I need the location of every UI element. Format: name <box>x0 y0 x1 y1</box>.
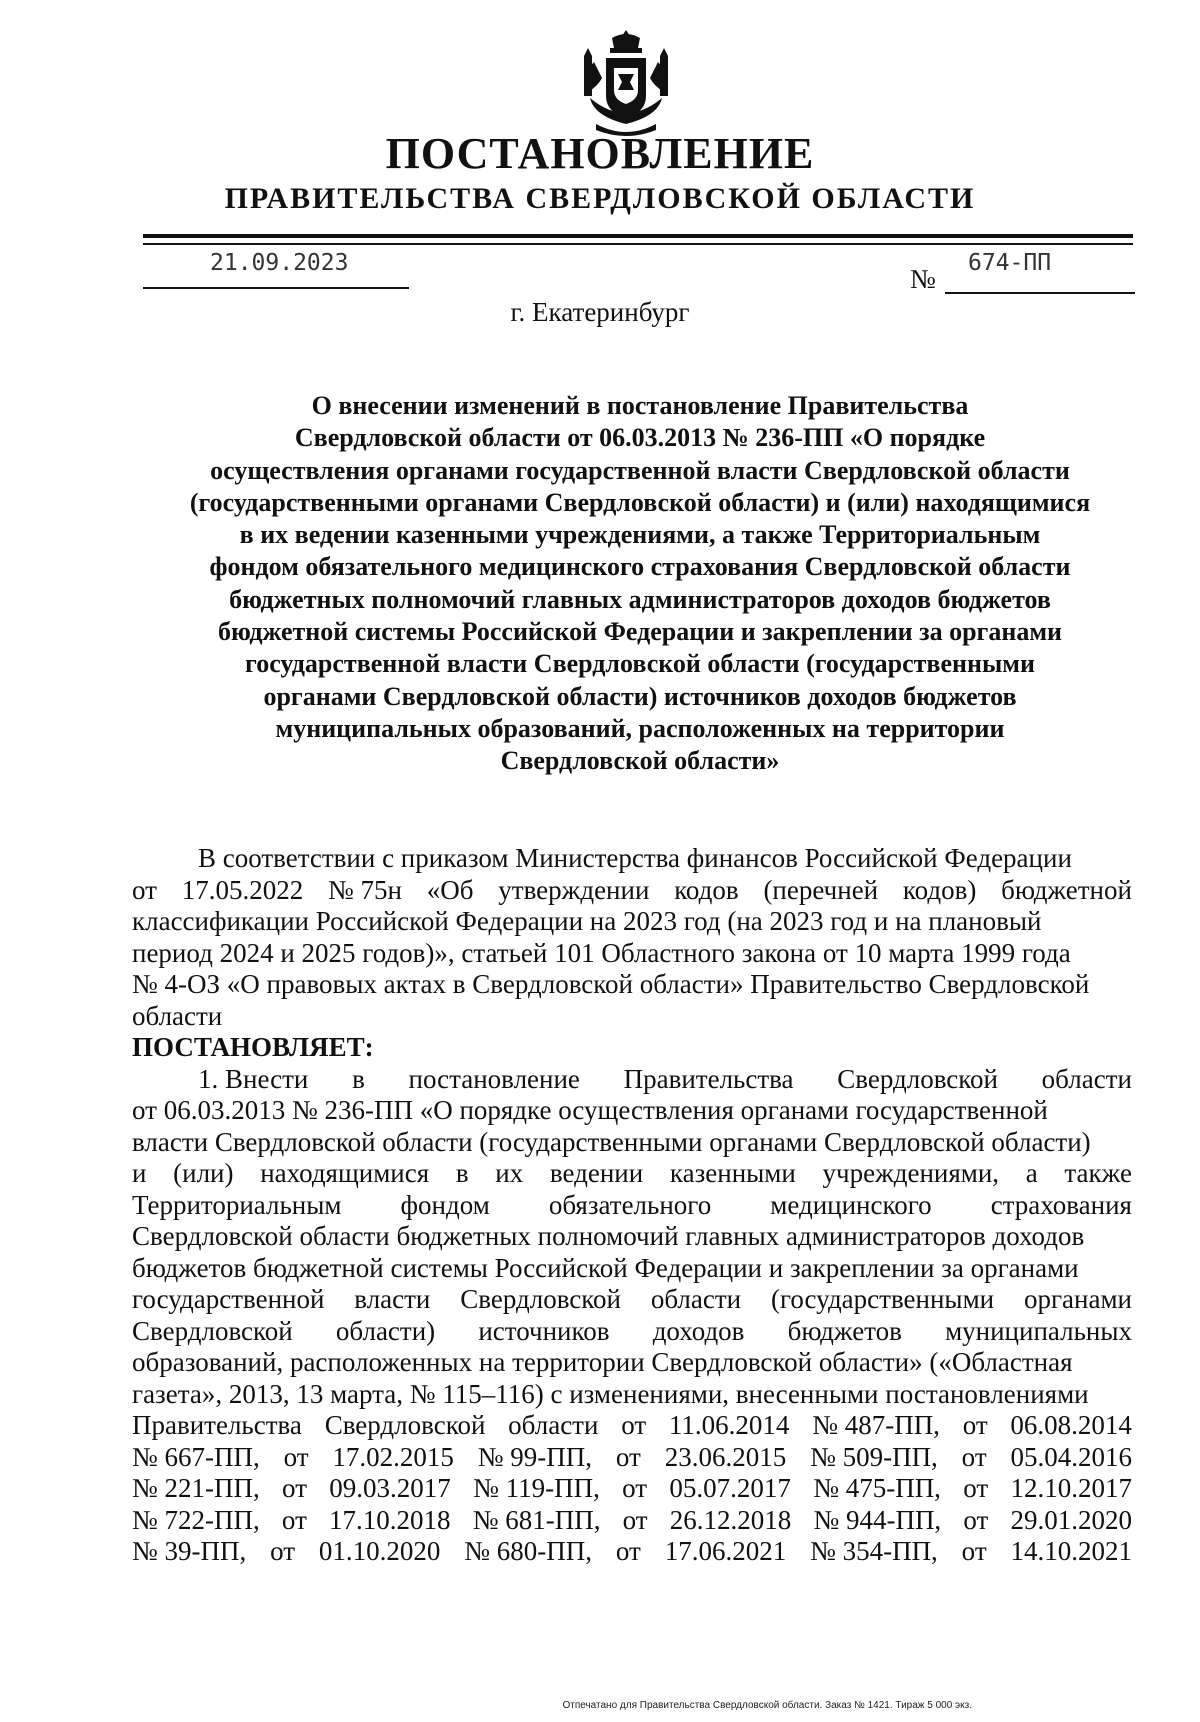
word: 05.04.2016 <box>1010 1441 1132 1472</box>
print-footer: Отпечатано для Правительства Свердловской области. Заказ № 1421. Тираж 5 000 экз. <box>562 1700 972 1711</box>
number-sign: № <box>910 264 936 294</box>
item1-line <box>132 1410 1132 1442</box>
word: от <box>963 1504 989 1535</box>
word: от <box>962 1410 988 1440</box>
word: страхования <box>990 1189 1132 1220</box>
item1-line <box>132 1316 1132 1348</box>
word: № 221-ПП, <box>132 1473 260 1503</box>
document-date: 21.09.2023 <box>210 250 349 276</box>
date-underline <box>143 287 409 289</box>
heading-line: О внесении изменений в постановление Правительства <box>311 391 969 420</box>
word: от <box>282 1473 307 1503</box>
item1-line <box>132 1442 1132 1474</box>
word: кодов) <box>902 874 977 905</box>
heading-line: Свердловской области» <box>500 746 780 776</box>
word: от <box>281 1504 307 1535</box>
word: а <box>1025 1158 1038 1188</box>
heading-line: Свердловской области от 06.03.2013 № 236-ПП «О порядке <box>294 423 986 453</box>
item1-line <box>132 1473 1132 1505</box>
word: от <box>270 1536 296 1566</box>
item1-line <box>132 1536 1132 1568</box>
heading-line: органами Свердловской области) источников доходов бюджетов <box>263 681 1017 711</box>
word: № 119-ПП, <box>473 1473 600 1503</box>
word: 26.12.2018 <box>669 1504 792 1535</box>
word: Свердловской <box>132 1315 293 1346</box>
word: власти <box>354 1284 431 1314</box>
document-city: г. Екатеринбург <box>510 297 690 327</box>
word: учреждениями, <box>822 1158 1000 1188</box>
preamble-line: классификации Российской Федерации на 2023 год (на 2023 год и на плановый <box>132 906 1042 936</box>
item1-line <box>132 1284 1132 1316</box>
word: 17.10.2018 <box>329 1504 451 1535</box>
document-title: ПОСТАНОВЛЕНИЕ <box>385 129 815 178</box>
word: 05.07.2017 <box>669 1473 791 1503</box>
word: от <box>615 1441 641 1472</box>
word: № 39-ПП, <box>132 1536 247 1566</box>
word: казенными <box>669 1158 796 1188</box>
word: № 509-ПП, <box>810 1441 938 1472</box>
word: 14.10.2021 <box>1010 1536 1132 1566</box>
word: (государственными <box>770 1284 995 1314</box>
word: муниципальных <box>945 1315 1132 1346</box>
preamble-line <box>132 875 1132 907</box>
word: № 681-ПП, <box>472 1504 601 1535</box>
word: Свердловской <box>324 1410 486 1440</box>
word: Территориальным <box>132 1189 342 1220</box>
word: 17.02.2015 <box>332 1441 454 1472</box>
word: области <box>1041 1063 1132 1094</box>
word: фондом <box>400 1189 490 1220</box>
word: 01.10.2020 <box>318 1536 441 1566</box>
word: 11.06.2014 <box>668 1410 790 1440</box>
word: бюджетной <box>1001 874 1132 905</box>
item1-line <box>132 1190 1132 1222</box>
word: 29.01.2020 <box>1010 1504 1132 1535</box>
item1-line: Свердловской области бюджетных полномочий главных администраторов доходов <box>132 1221 1085 1251</box>
word: № 487-ПП, <box>812 1410 940 1440</box>
heading-line: в их ведении казенными учреждениями, а также Территориальным <box>239 520 1041 550</box>
word: от <box>621 1410 647 1440</box>
word: «Об <box>426 874 474 905</box>
word: от <box>622 1504 648 1535</box>
word: 23.06.2015 <box>664 1441 787 1472</box>
item1-line: от 06.03.2013 № 236-ПП «О порядке осуществления органами государственной <box>132 1095 1048 1125</box>
word: 06.08.2014 <box>1010 1410 1132 1440</box>
item1-line: власти Свердловской области (государственными органами Свердловской области) <box>132 1126 1091 1157</box>
word: утверждении <box>498 874 650 905</box>
word: № 99-ПП, <box>477 1441 593 1472</box>
number-underline <box>945 292 1135 294</box>
word: постановление <box>408 1063 580 1094</box>
preamble-line: период 2024 и 2025 годов)», статьей 101 Областного закона от 10 марта 1999 года <box>132 937 1071 968</box>
word: находящимися <box>260 1158 430 1188</box>
word: в <box>352 1063 365 1094</box>
word: медицинского <box>770 1189 932 1220</box>
heading-line: фондом обязательного медицинского страхования Свердловской области <box>209 552 1071 582</box>
word: № 475-ПП, <box>813 1473 941 1503</box>
word: № 75н <box>328 874 402 905</box>
word: области) <box>335 1315 436 1346</box>
word: доходов <box>652 1315 745 1346</box>
item1-line <box>132 1064 1132 1096</box>
word: в <box>455 1158 469 1188</box>
resolves-heading: ПОСТАНОВЛЯЕТ: <box>132 1032 374 1062</box>
word: Свердловской <box>460 1284 621 1314</box>
word: области <box>508 1410 599 1440</box>
item1-line: образований, расположенных на территории Свердловской области» («Областная <box>132 1347 1073 1377</box>
word: 12.10.2017 <box>1010 1473 1132 1503</box>
word: 17.05.2022 <box>181 874 304 905</box>
word: обязательного <box>548 1189 712 1220</box>
word: (или) <box>173 1158 234 1188</box>
word: также <box>1064 1158 1132 1188</box>
document-body <box>132 843 1132 1568</box>
heading-line: бюджетной системы Российской Федерации и закреплении за органами <box>217 617 1063 647</box>
heading-line: муниципальных образований, расположенных на территории <box>275 713 1005 743</box>
heading-line: осуществления органами государственной власти Свердловской области <box>210 455 1070 485</box>
item1-line <box>132 1158 1132 1190</box>
preamble-line: № 4-ОЗ «О правовых актах в Свердловской области» Правительство Свердловской <box>132 969 1090 999</box>
header-rule-thick <box>143 234 1133 238</box>
word: № 680-ПП, <box>464 1536 593 1566</box>
word: 17.06.2021 <box>664 1536 787 1566</box>
word: ведении <box>549 1158 644 1188</box>
word: 09.03.2017 <box>329 1473 451 1503</box>
word: и <box>132 1158 147 1188</box>
word: от <box>132 874 157 905</box>
word: № 354-ПП, <box>810 1536 938 1566</box>
word: № 667-ПП, <box>132 1441 260 1472</box>
document-heading <box>150 390 1130 778</box>
document-number: 674-ПП <box>968 250 1052 276</box>
heading-line: бюджетных полномочий главных администраторов доходов бюджетов <box>229 584 1051 614</box>
document-subtitle: ПРАВИТЕЛЬСТВА СВЕРДЛОВСКОЙ ОБЛАСТИ <box>224 182 976 215</box>
word: Правительства <box>132 1410 302 1440</box>
word: (перечней <box>763 874 879 905</box>
word: № 944-ПП, <box>813 1504 942 1535</box>
word: от <box>963 1473 989 1503</box>
word: Свердловской <box>837 1063 998 1094</box>
coat-of-arms-emblem <box>576 28 676 140</box>
preamble-line: области <box>132 1000 223 1031</box>
heading-line: государственной власти Свердловской области (государственными <box>245 649 1035 679</box>
header-rule-thin <box>143 243 1133 245</box>
word: кодов <box>674 874 739 905</box>
word: бюджетов <box>787 1315 902 1346</box>
word: Правительства <box>623 1063 794 1094</box>
word: области <box>650 1284 742 1314</box>
word: от <box>622 1473 648 1503</box>
word: от <box>961 1441 987 1472</box>
word: 1. Внести <box>198 1063 309 1094</box>
item1-line: бюджетов бюджетной системы Российской Федерации и закреплении за органами <box>132 1252 1079 1283</box>
word: их <box>495 1158 524 1188</box>
word: от <box>615 1536 641 1566</box>
item1-line: газета», 2013, 13 марта, № 115–116) с изменениями, внесенными постановлениями <box>132 1378 1089 1409</box>
word: от <box>283 1441 309 1472</box>
item1-line <box>132 1505 1132 1537</box>
word: от <box>961 1536 987 1566</box>
preamble-line: В соответствии с приказом Министерства финансов Российской Федерации <box>198 843 1072 873</box>
word: органами <box>1023 1284 1132 1314</box>
word: источников <box>478 1315 610 1346</box>
word: № 722-ПП, <box>132 1504 260 1535</box>
heading-line: (государственными органами Свердловской области) и (или) находящимися <box>189 487 1091 517</box>
word: государственной <box>132 1284 325 1314</box>
